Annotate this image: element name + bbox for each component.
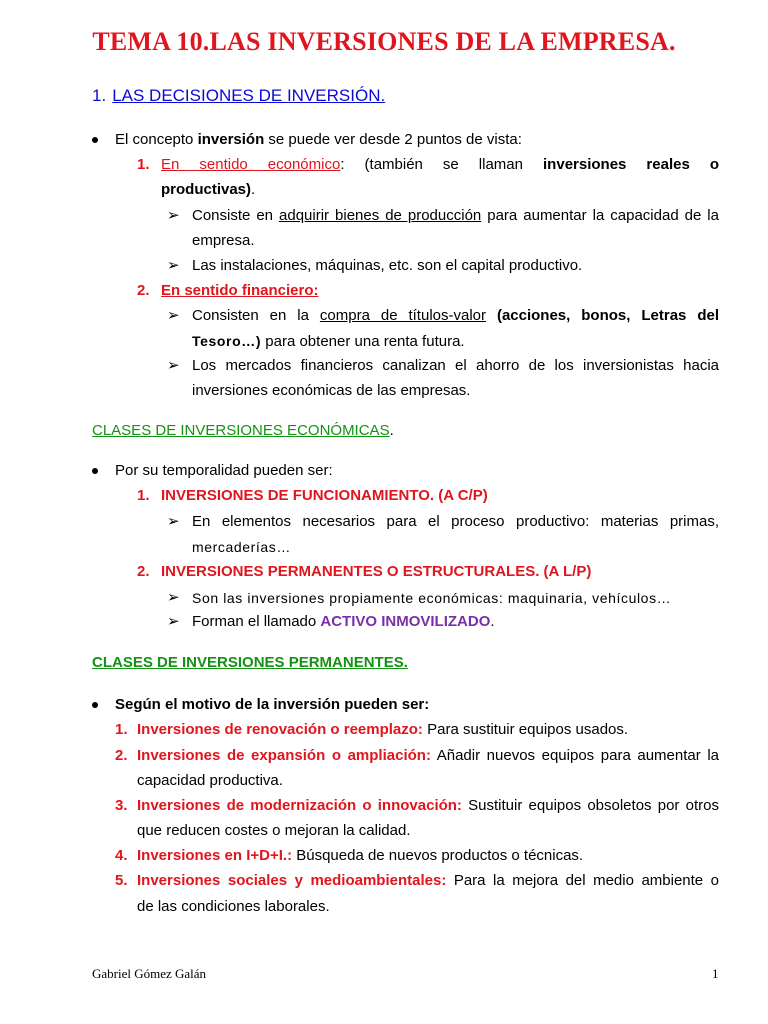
sub-point-line-cont xyxy=(192,331,465,352)
sub-point-line-cont: mercaderías… xyxy=(192,539,292,555)
list-number: 1. xyxy=(137,156,150,173)
arrow-bullet-icon: ➢ xyxy=(167,307,180,324)
footer-page-number: 1 xyxy=(712,966,719,981)
list-item xyxy=(137,846,583,866)
text: Consisten en la xyxy=(192,307,320,324)
point-economico-line1 xyxy=(161,155,719,175)
text: . xyxy=(490,613,495,630)
underlined-text: adquirir bienes de producción xyxy=(279,207,482,224)
intro-line: Por su temporalidad pueden ser: xyxy=(115,462,333,479)
section-heading-decisiones xyxy=(92,86,385,106)
bold-text: productivas) xyxy=(161,181,252,198)
text: . xyxy=(389,422,394,439)
keyword-inversion: inversión xyxy=(197,131,265,148)
bold-text: Tesoro…) xyxy=(192,333,262,349)
sub-point-line-cont: empresa. xyxy=(192,232,255,249)
sub-point-line xyxy=(192,206,719,226)
list-item xyxy=(137,720,628,740)
item-text: Para la mejora del medio ambiente o xyxy=(446,872,720,889)
list-item-cont: de las condiciones laborales. xyxy=(137,898,330,915)
arrow-bullet-icon: ➢ xyxy=(167,613,180,630)
sub-point-line: Son las inversiones propiamente económicas: maquinaria, vehículos… xyxy=(192,590,672,606)
list-number: 2. xyxy=(115,747,128,764)
sub-point-line xyxy=(192,512,719,532)
item-permanentes: INVERSIONES PERMANENTES O ESTRUCTURALES. (A L/P) xyxy=(161,563,592,580)
arrow-bullet-icon: ➢ xyxy=(167,589,180,606)
sub-point-line xyxy=(192,306,719,326)
list-item-cont: que reducen costes o mejoran la calidad. xyxy=(137,822,411,839)
text: se puede ver desde 2 puntos de vista: xyxy=(264,131,522,148)
list-number: 3. xyxy=(115,797,128,814)
section-heading-economicas xyxy=(92,421,394,441)
text: para aumentar la capacidad de la xyxy=(487,207,719,224)
underlined-text: compra de títulos-valor xyxy=(319,307,486,324)
item-label: Inversiones en I+D+I.: xyxy=(137,847,293,864)
section-number: 1. xyxy=(92,86,107,105)
list-number: 2. xyxy=(137,282,150,299)
item-label: Inversiones sociales y medioambientales: xyxy=(137,872,447,889)
section-title: LAS DECISIONES DE INVERSIÓN. xyxy=(112,86,386,105)
text: . xyxy=(251,181,256,198)
text: Consiste en xyxy=(192,207,280,224)
list-item xyxy=(137,746,719,766)
sub-point-line xyxy=(192,612,495,632)
intro-line: Según el motivo de la inversión pueden ser: xyxy=(115,696,430,713)
item-label: Inversiones de renovación o reemplazo: xyxy=(137,721,423,738)
arrow-bullet-icon: ➢ xyxy=(167,357,180,374)
list-number: 4. xyxy=(115,847,128,864)
list-number: 5. xyxy=(115,872,128,889)
sub-point-line-cont: inversiones económicas de las empresas. xyxy=(192,382,471,399)
item-funcionamiento: INVERSIONES DE FUNCIONAMIENTO. (A C/P) xyxy=(161,487,488,504)
item-text: Búsqueda de nuevos productos o técnicas. xyxy=(292,847,584,864)
text: En elementos necesarios para el proceso productivo: materias primas, xyxy=(192,513,719,530)
bullet-icon xyxy=(92,468,98,474)
item-label: Inversiones de expansión o ampliación: xyxy=(137,747,431,764)
text: El concepto xyxy=(115,131,198,148)
intro-line xyxy=(115,130,522,150)
arrow-bullet-icon: ➢ xyxy=(167,513,180,530)
list-item xyxy=(137,796,719,816)
point-economico-line2 xyxy=(161,180,255,200)
activo-inmovilizado: ACTIVO INMOVILIZADO xyxy=(320,613,491,630)
bullet-icon xyxy=(92,702,98,708)
list-number: 2. xyxy=(137,563,150,580)
arrow-bullet-icon: ➢ xyxy=(167,257,180,274)
footer-author: Gabriel Gómez Galán xyxy=(92,966,207,981)
item-text: Para sustituir equipos usados. xyxy=(422,721,629,738)
list-number: 1. xyxy=(137,487,150,504)
label-sentido-economico: En sentido económico xyxy=(161,156,341,173)
text: para obtener una renta futura. xyxy=(261,333,465,350)
item-text: Sustituir equipos obsoletos por otros xyxy=(461,797,719,814)
text: Forman el llamado xyxy=(192,613,321,630)
list-number: 1. xyxy=(115,721,128,738)
bold-text: inversiones reales o xyxy=(543,156,719,173)
section-heading-permanentes: CLASES DE INVERSIONES PERMANENTES. xyxy=(92,654,408,671)
list-item-cont: capacidad productiva. xyxy=(137,772,283,789)
arrow-bullet-icon: ➢ xyxy=(167,207,180,224)
sub-point-line: Las instalaciones, máquinas, etc. son el capital productivo. xyxy=(192,257,583,274)
text: : (también se llaman xyxy=(340,156,544,173)
item-label: Inversiones de modernización o innovación: xyxy=(137,797,462,814)
text: Los mercados financieros canalizan el ahorro de los inversionistas hacia xyxy=(192,357,719,374)
bold-text: (acciones, bonos, Letras del xyxy=(496,307,719,324)
list-item xyxy=(137,871,719,891)
heading-text: CLASES DE INVERSIONES ECONÓMICAS xyxy=(92,422,390,439)
item-text: Añadir nuevos equipos para aumentar la xyxy=(430,747,720,764)
page-title: TEMA 10.LAS INVERSIONES DE LA EMPRESA. xyxy=(92,27,676,56)
bullet-icon xyxy=(92,137,98,143)
label-sentido-financiero: En sentido financiero: xyxy=(161,282,319,299)
sub-point-line xyxy=(192,356,719,376)
